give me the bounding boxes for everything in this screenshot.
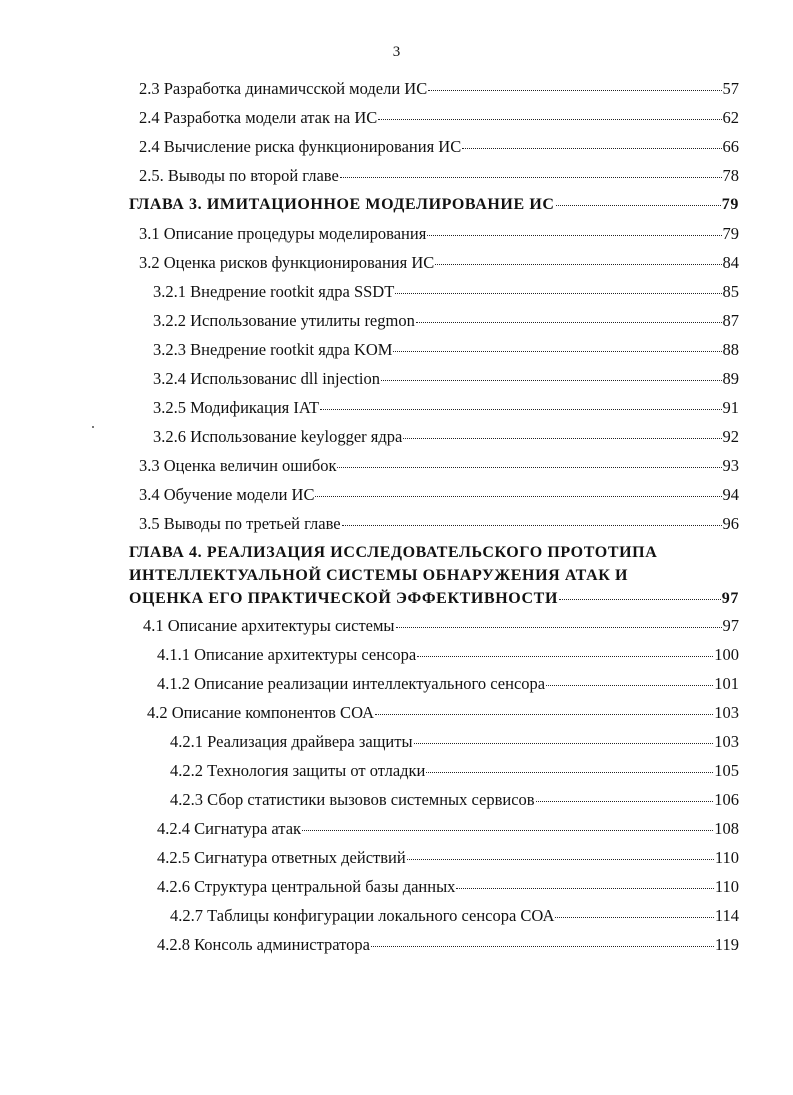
toc-entry xyxy=(139,103,739,132)
leader-dots xyxy=(546,685,713,686)
toc-entry-page: 78 xyxy=(722,166,739,185)
toc-entry-page: 101 xyxy=(714,674,739,693)
toc-entry-page: 93 xyxy=(722,456,739,475)
leader-dots xyxy=(302,830,713,831)
toc-chapter-line: ИНТЕЛЛЕКТУАЛЬНОЙ СИСТЕМЫ ОБНАРУЖЕНИЯ АТАК И xyxy=(129,567,629,584)
toc-entry-label: 3.2.1 Внедрение rootkit ядра SSDT xyxy=(153,282,395,301)
toc-entry-label: 4.1.1 Описание архитектуры сенсора xyxy=(157,645,417,664)
toc-entry xyxy=(139,248,739,277)
toc-entry-page: 103 xyxy=(714,732,739,751)
toc-chapter-line: ГЛАВА 4. РЕАЛИЗАЦИЯ ИССЛЕДОВАТЕЛЬСКОГО ПРОТОТИПА xyxy=(129,544,658,561)
toc-entry-page: 85 xyxy=(722,282,739,301)
toc-entry-label: 2.4 Разработка модели атак на ИС xyxy=(139,108,378,127)
toc-entry xyxy=(157,814,739,843)
toc-entry-page: 62 xyxy=(722,108,739,127)
leader-dots xyxy=(378,119,721,120)
toc-entry xyxy=(143,611,739,640)
toc-entry xyxy=(139,132,739,161)
toc-entry-label: 4.2.2 Технология защиты от отладки xyxy=(170,761,426,780)
leader-dots xyxy=(371,946,714,947)
toc-entry-label: 4.2.1 Реализация драйвера защиты xyxy=(170,732,413,751)
toc-entry-page: 97 xyxy=(722,616,739,635)
toc-entry-page: 105 xyxy=(714,761,739,780)
toc-chapter-line: ОЦЕНКА ЕГО ПРАКТИЧЕСКОЙ ЭФФЕКТИВНОСТИ xyxy=(129,590,559,607)
toc-entry xyxy=(153,335,739,364)
leader-dots xyxy=(427,235,721,236)
leader-dots xyxy=(428,90,721,91)
toc-entry-page: 114 xyxy=(714,906,739,925)
toc-entry xyxy=(157,872,739,901)
toc-entry-label: 3.1 Описание процедуры моделирования xyxy=(139,224,427,243)
toc-entry xyxy=(153,277,739,306)
toc-entry xyxy=(147,698,739,727)
leader-dots xyxy=(396,627,722,628)
leader-dots xyxy=(556,205,721,206)
toc-entry-page: 88 xyxy=(722,340,739,359)
toc-entry xyxy=(153,422,739,451)
toc-entry-page: 89 xyxy=(722,369,739,388)
toc-entry xyxy=(139,509,739,538)
leader-dots xyxy=(462,148,721,149)
leader-dots xyxy=(375,714,713,715)
toc-entry-label: 3.3 Оценка величин ошибок xyxy=(139,456,337,475)
toc-entry xyxy=(139,161,739,190)
toc-entry-page: 66 xyxy=(722,137,739,156)
toc-entry-label: 2.4 Вычисление риска функционирования ИС xyxy=(139,137,462,156)
toc-entry-label: 4.2.8 Консоль администратора xyxy=(157,935,370,954)
toc-chapter-3 xyxy=(129,190,739,219)
leader-dots xyxy=(426,772,713,773)
toc-entry-page: 96 xyxy=(722,514,739,533)
toc-entry-label: 4.1 Описание архитектуры системы xyxy=(143,616,395,635)
toc-entry-label: 4.2.5 Сигнатура ответных действий xyxy=(157,848,406,867)
toc-chapter-last-line xyxy=(129,587,739,611)
toc-entry-page: 97 xyxy=(721,590,739,607)
leader-dots xyxy=(315,496,721,497)
leader-dots xyxy=(320,409,721,410)
toc-entry-page: 106 xyxy=(714,790,739,809)
toc-entry-label: 4.2 Описание компонентов СОА xyxy=(147,703,375,722)
toc-entry-label: 3.2 Оценка рисков функционирования ИС xyxy=(139,253,435,272)
table-of-contents xyxy=(0,74,793,959)
toc-entry-label: 3.2.2 Использование утилиты regmon xyxy=(153,311,415,330)
toc-entry-label: 4.2.7 Таблицы конфигурации локального сенсора СОА xyxy=(170,906,555,925)
toc-entry xyxy=(153,393,739,422)
leader-dots xyxy=(536,801,714,802)
toc-entry-page: 79 xyxy=(721,196,739,213)
page-number: 3 xyxy=(392,44,401,60)
toc-entry-label: 3.2.3 Внедрение rootkit ядра KOM xyxy=(153,340,393,359)
toc-entry-label: 2.3 Разработка динамичсской модели ИС xyxy=(139,79,428,98)
toc-entry-page: 84 xyxy=(722,253,739,272)
toc-entry-page: 119 xyxy=(714,935,739,954)
toc-entry-label: 3.4 Обучение модели ИС xyxy=(139,485,315,504)
toc-entry-label: 4.1.2 Описание реализации интеллектуального сенсора xyxy=(157,674,546,693)
toc-entry-label: 2.5. Выводы по второй главе xyxy=(139,166,339,185)
toc-entry-page: 110 xyxy=(714,877,739,896)
toc-entry xyxy=(170,901,739,930)
toc-entry-label: 4.2.6 Структура центральной базы данных xyxy=(157,877,456,896)
toc-entry xyxy=(170,756,739,785)
leader-dots xyxy=(395,293,721,294)
leader-dots xyxy=(407,859,714,860)
toc-entry-label: 3.5 Выводы по третьей главе xyxy=(139,514,341,533)
toc-entry xyxy=(170,727,739,756)
toc-entry-page: 110 xyxy=(714,848,739,867)
toc-entry xyxy=(139,480,739,509)
toc-entry xyxy=(139,451,739,480)
toc-entry-page: 108 xyxy=(714,819,739,838)
toc-entry-page: 91 xyxy=(722,398,739,417)
toc-entry-label: 4.2.4 Сигнатура атак xyxy=(157,819,302,838)
leader-dots xyxy=(559,599,721,600)
leader-dots xyxy=(456,888,713,889)
leader-dots xyxy=(416,322,722,323)
toc-entry-label: 3.2.5 Модификация IAT xyxy=(153,398,320,417)
toc-entry xyxy=(170,785,739,814)
toc-entry xyxy=(153,364,739,393)
toc-entry-page: 57 xyxy=(722,79,739,98)
leader-dots xyxy=(414,743,714,744)
leader-dots xyxy=(381,380,722,381)
toc-entry xyxy=(139,74,739,103)
leader-dots xyxy=(342,525,722,526)
toc-chapter-label: ГЛАВА 3. ИМИТАЦИОННОЕ МОДЕЛИРОВАНИЕ ИС xyxy=(129,196,555,213)
leader-dots xyxy=(337,467,721,468)
leader-dots xyxy=(417,656,713,657)
leader-dots xyxy=(393,351,721,352)
toc-entry-page: 92 xyxy=(722,427,739,446)
toc-entry xyxy=(139,219,739,248)
toc-entry-page: 100 xyxy=(714,645,739,664)
toc-entry-label: 4.2.3 Сбор статистики вызовов системных сервисов xyxy=(170,790,535,809)
toc-entry xyxy=(157,930,739,959)
toc-entry-page: 94 xyxy=(722,485,739,504)
toc-entry-label: 3.2.4 Использованис dll injection xyxy=(153,369,380,388)
toc-entry-page: 103 xyxy=(714,703,739,722)
toc-entry-page: 79 xyxy=(722,224,739,243)
toc-entry xyxy=(157,843,739,872)
toc-entry xyxy=(157,640,739,669)
leader-dots xyxy=(555,917,713,918)
toc-entry-page: 87 xyxy=(722,311,739,330)
toc-entry xyxy=(157,669,739,698)
toc-entry xyxy=(153,306,739,335)
leader-dots xyxy=(340,177,722,178)
toc-chapter-4 xyxy=(129,541,739,611)
toc-entry-label: 3.2.6 Использование keylogger ядра xyxy=(153,427,403,446)
leader-dots xyxy=(435,264,721,265)
leader-dots xyxy=(403,438,721,439)
